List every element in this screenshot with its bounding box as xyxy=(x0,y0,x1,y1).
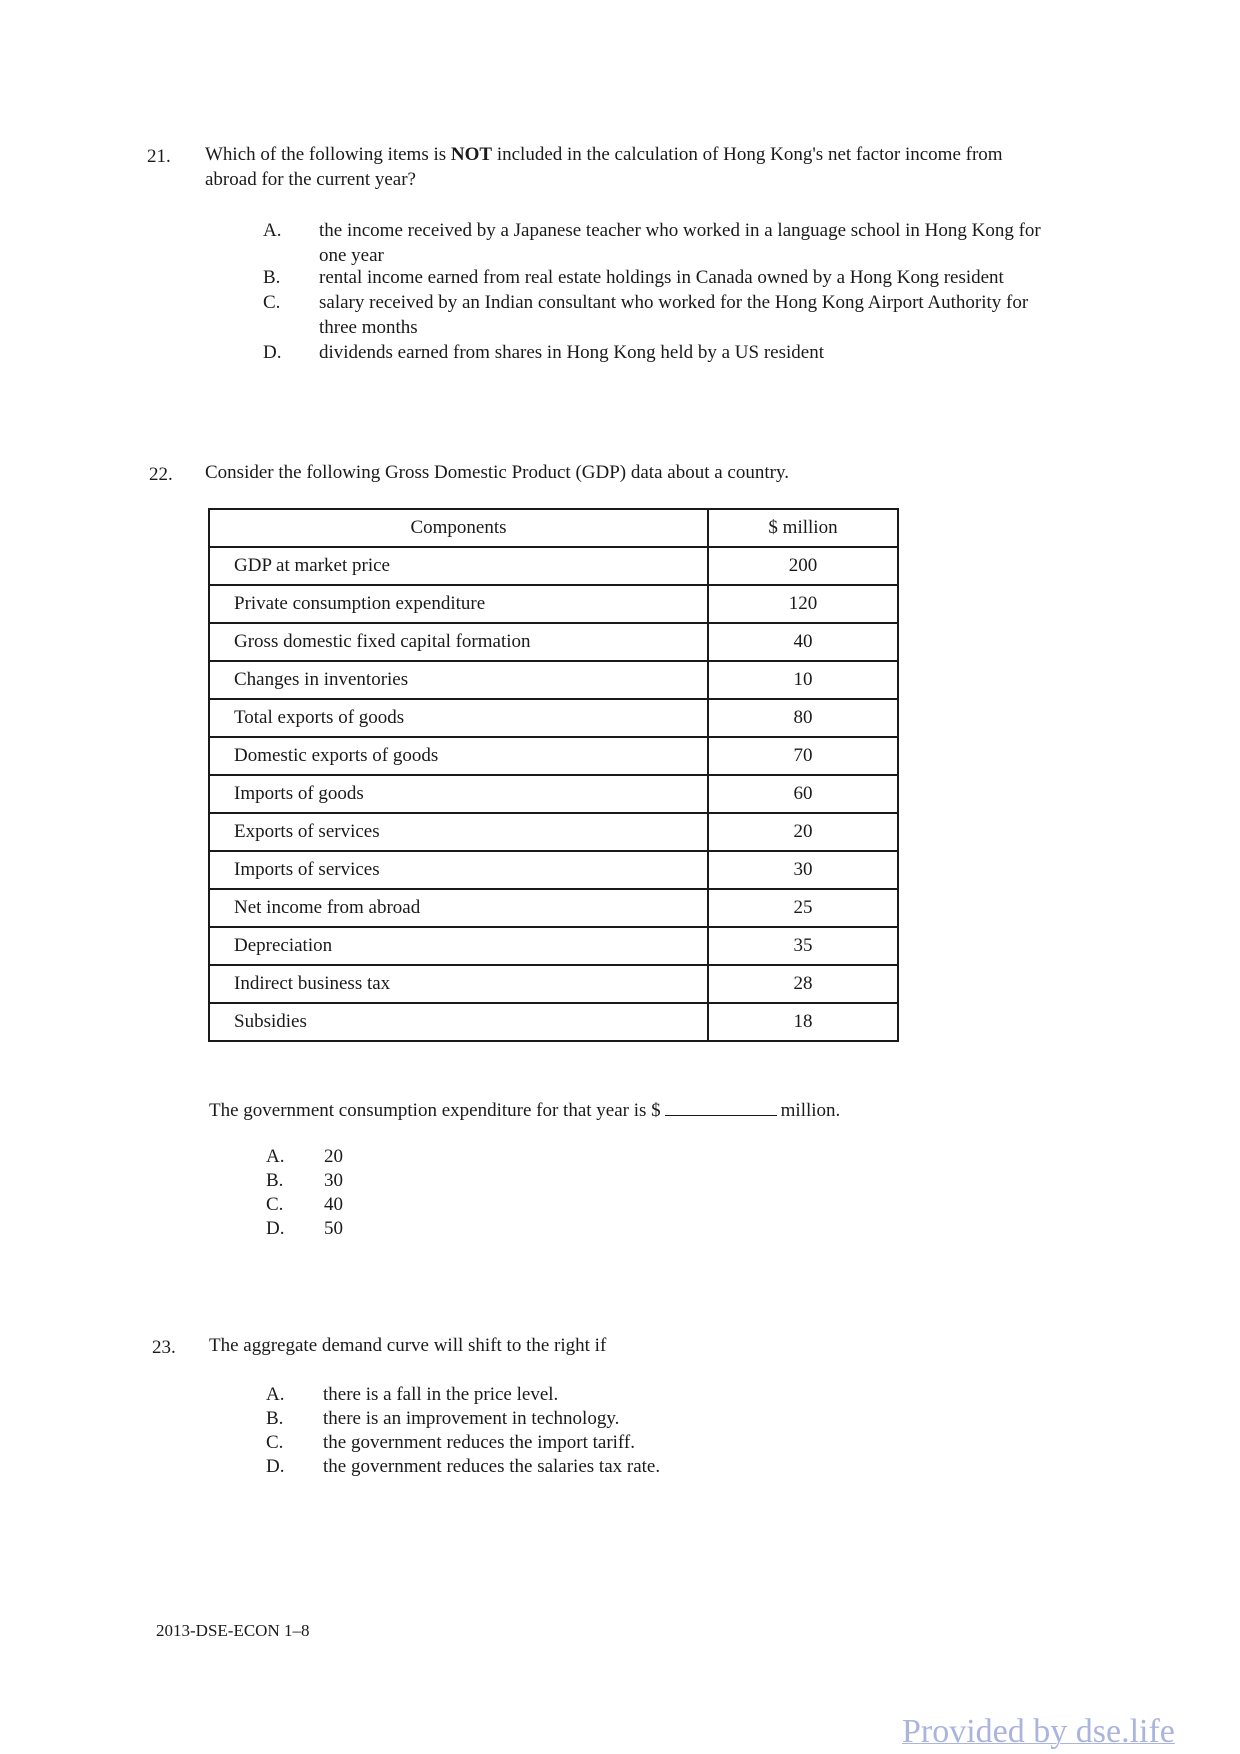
stem-emphasis: NOT xyxy=(450,144,493,165)
table-row xyxy=(209,623,898,661)
gdp-data-table xyxy=(208,508,899,1042)
table-row xyxy=(209,851,898,889)
question-23-option-d xyxy=(266,1455,660,1480)
option-text: the government reduces the import tariff. xyxy=(323,1432,635,1453)
option-text: 50 xyxy=(324,1218,343,1239)
question-21-option-d xyxy=(263,341,824,366)
table-row xyxy=(209,927,898,965)
option-letter: C. xyxy=(263,292,281,313)
cell-component: Indirect business tax xyxy=(209,965,708,1003)
table-row xyxy=(209,965,898,1003)
cell-component: Changes in inventories xyxy=(209,661,708,699)
question-23-stem: The aggregate demand curve will shift to the right if xyxy=(209,1335,607,1356)
option-text: rental income earned from real estate holdings in Canada owned by a Hong Kong resident xyxy=(319,267,1004,288)
cell-component: Private consumption expenditure xyxy=(209,585,708,623)
question-22-prompt xyxy=(209,1097,840,1124)
cell-component: GDP at market price xyxy=(209,547,708,585)
source-watermark-link[interactable]: Provided by dse.life xyxy=(902,1713,1175,1750)
cell-value: 60 xyxy=(708,775,898,813)
question-21-option-b xyxy=(263,266,1004,291)
question-23-option-a xyxy=(266,1383,558,1408)
prompt-before: The government consumption expenditure for that year is $ xyxy=(209,1100,661,1121)
option-letter: D. xyxy=(266,1218,285,1239)
option-text: 30 xyxy=(324,1170,343,1191)
option-text xyxy=(319,291,1028,340)
table-row xyxy=(209,661,898,699)
cell-component: Imports of services xyxy=(209,851,708,889)
table-row xyxy=(209,889,898,927)
option-line: the income received by a Japanese teacher who worked in a language school in Hong Kong for xyxy=(319,220,1041,241)
cell-component: Gross domestic fixed capital formation xyxy=(209,623,708,661)
table-row xyxy=(209,585,898,623)
option-letter: D. xyxy=(266,1456,285,1477)
option-letter: A. xyxy=(266,1384,285,1405)
cell-value: 40 xyxy=(708,623,898,661)
option-text: 40 xyxy=(324,1194,343,1215)
option-letter: C. xyxy=(266,1194,284,1215)
cell-component: Domestic exports of goods xyxy=(209,737,708,775)
question-21-stem xyxy=(205,143,1125,192)
question-23-option-c xyxy=(266,1431,635,1456)
option-text: there is a fall in the price level. xyxy=(323,1384,559,1405)
option-letter: D. xyxy=(263,342,282,363)
header-components: Components xyxy=(209,509,708,547)
option-text: there is an improvement in technology. xyxy=(323,1408,620,1429)
stem-line: abroad for the current year? xyxy=(205,168,416,190)
question-21-number: 21. xyxy=(147,146,171,167)
table-row xyxy=(209,775,898,813)
question-22-option-b xyxy=(266,1169,343,1194)
cell-component: Depreciation xyxy=(209,927,708,965)
question-22-stem: Consider the following Gross Domestic Product (GDP) data about a country. xyxy=(205,462,789,483)
question-22-option-a xyxy=(266,1145,343,1170)
question-23-number: 23. xyxy=(152,1337,176,1358)
option-text: dividends earned from shares in Hong Kong held by a US resident xyxy=(319,342,824,363)
cell-value: 10 xyxy=(708,661,898,699)
cell-value: 18 xyxy=(708,1003,898,1041)
table-row xyxy=(209,737,898,775)
stem-part: included in the calculation of Hong Kong's net factor income from xyxy=(492,144,1003,165)
table-row xyxy=(209,699,898,737)
cell-value: 30 xyxy=(708,851,898,889)
option-text: the government reduces the salaries tax rate. xyxy=(323,1456,661,1477)
cell-value: 200 xyxy=(708,547,898,585)
table-row xyxy=(209,813,898,851)
cell-component: Subsidies xyxy=(209,1003,708,1041)
stem-part: Which of the following items is xyxy=(205,144,451,165)
question-21-option-c xyxy=(263,291,1028,340)
option-letter: B. xyxy=(266,1408,284,1429)
cell-value: 20 xyxy=(708,813,898,851)
cell-value: 28 xyxy=(708,965,898,1003)
option-letter: B. xyxy=(266,1170,284,1191)
cell-component: Total exports of goods xyxy=(209,699,708,737)
exam-page-code: 2013-DSE-ECON 1–8 xyxy=(156,1621,310,1640)
cell-value: 25 xyxy=(708,889,898,927)
cell-value: 70 xyxy=(708,737,898,775)
option-letter: A. xyxy=(263,220,282,241)
cell-component: Net income from abroad xyxy=(209,889,708,927)
cell-value: 120 xyxy=(708,585,898,623)
option-line: one year xyxy=(319,244,384,266)
option-text: 20 xyxy=(324,1146,343,1167)
option-letter: C. xyxy=(266,1432,284,1453)
question-23-option-b xyxy=(266,1407,619,1432)
header-million: $ million xyxy=(708,509,898,547)
table-row xyxy=(209,547,898,585)
table-row xyxy=(209,1003,898,1041)
option-letter: A. xyxy=(266,1146,285,1167)
prompt-after: million. xyxy=(780,1100,841,1121)
question-22-option-d xyxy=(266,1217,343,1242)
option-letter: B. xyxy=(263,267,281,288)
question-22-number: 22. xyxy=(149,464,173,485)
table-header-row xyxy=(209,509,898,547)
question-21-option-a xyxy=(263,219,1041,268)
cell-value: 35 xyxy=(708,927,898,965)
option-line: three months xyxy=(319,316,418,338)
cell-value: 80 xyxy=(708,699,898,737)
cell-component: Imports of goods xyxy=(209,775,708,813)
option-text xyxy=(319,219,1041,268)
option-line: salary received by an Indian consultant who worked for the Hong Kong Airport Authority for xyxy=(319,292,1029,313)
answer-blank xyxy=(665,1097,777,1116)
cell-component: Exports of services xyxy=(209,813,708,851)
question-22-option-c xyxy=(266,1193,343,1218)
